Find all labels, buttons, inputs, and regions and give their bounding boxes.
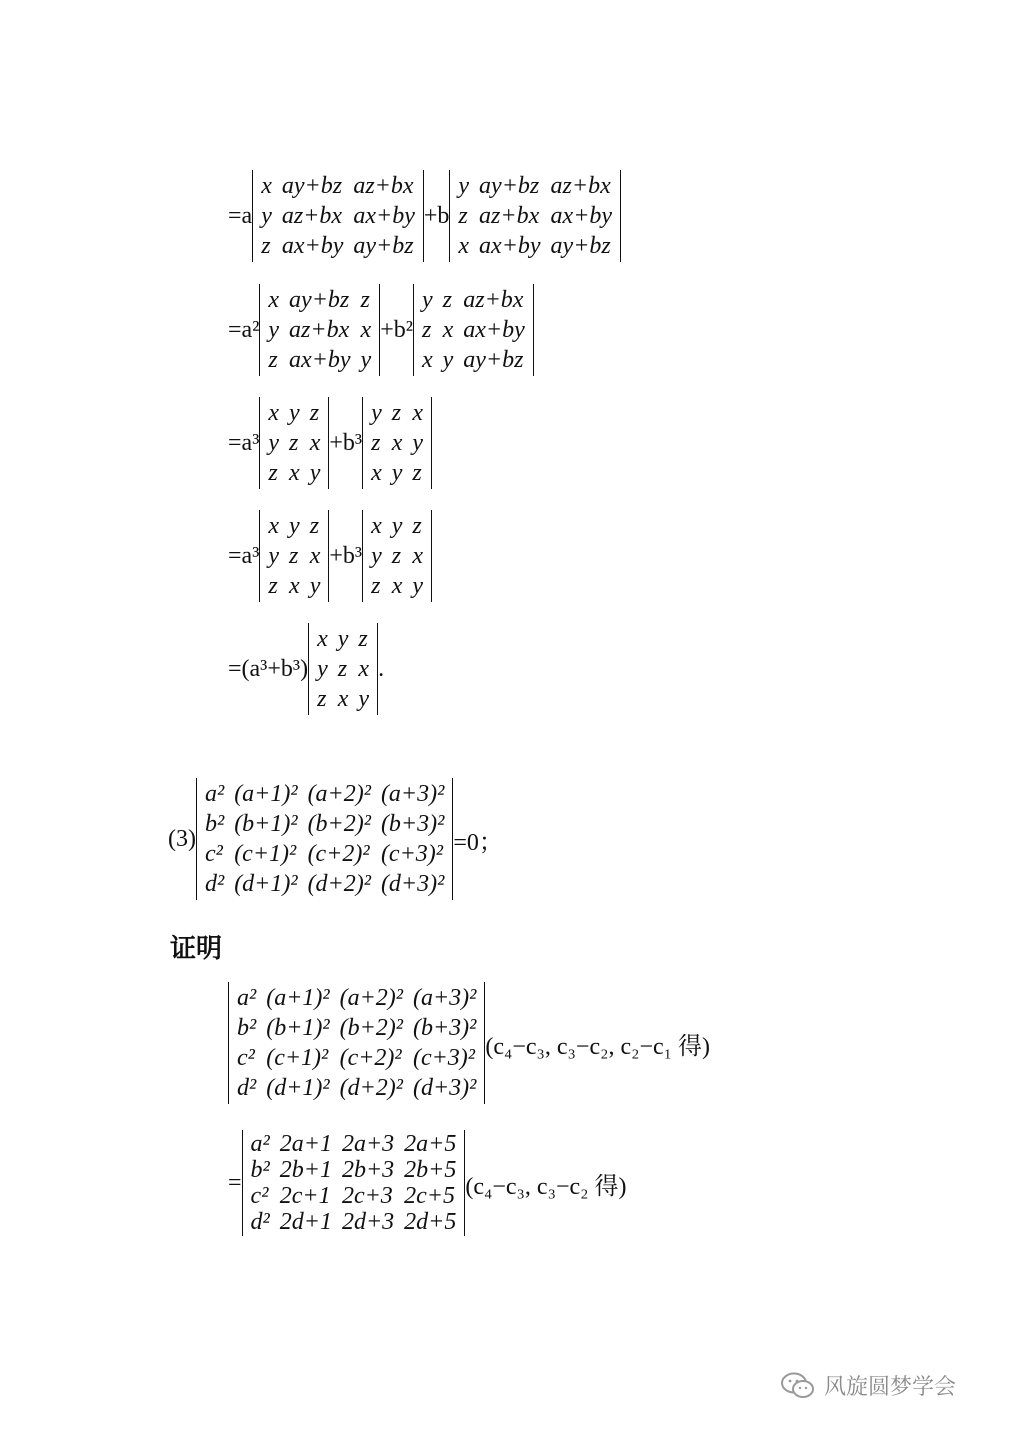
determinant [196, 778, 453, 900]
matrix-cell: x [421, 347, 433, 373]
matrix-row [366, 428, 428, 458]
matrix-cell: y [317, 656, 328, 682]
matrix-cell: z [268, 347, 278, 373]
matrix-cell: 2b+5 [404, 1157, 457, 1183]
matrix-cell: x [289, 573, 300, 599]
matrix-cell: (c+1)² [234, 841, 297, 867]
matrix-row [263, 398, 325, 428]
matrix-cell: d² [237, 1075, 257, 1101]
matrix-cell: (a+3)² [412, 985, 477, 1011]
step-operator: +b³ [329, 542, 363, 569]
matrix-cell: az+bx [463, 287, 524, 313]
matrix-row [453, 201, 617, 231]
matrix-cell: y [289, 513, 300, 539]
matrix-row [263, 571, 325, 601]
matrix-cell: (d+1)² [266, 1075, 330, 1101]
matrix-cell: 2c+3 [341, 1183, 393, 1209]
matrix-cell: c² [204, 841, 223, 867]
matrix-cell: (d+2)² [339, 1075, 403, 1101]
matrix-cell: y [458, 173, 470, 199]
matrix-cell: x [360, 317, 372, 343]
matrix-row [453, 171, 617, 201]
step-suffix: . [378, 655, 385, 682]
step-operator: +b³ [329, 429, 363, 456]
matrix-cell: az+bx [289, 317, 350, 343]
matrix-cell: z [421, 317, 432, 343]
determinant [413, 284, 534, 376]
proof-step-2 [228, 1130, 627, 1236]
matrix-row [200, 869, 449, 899]
matrix-cell: (a+3)² [380, 781, 445, 807]
problem-number: (3) [168, 825, 196, 852]
matrix-cell: z [412, 460, 422, 486]
matrix-row [417, 345, 530, 375]
matrix-cell: (b+3)² [412, 1015, 477, 1041]
matrix-cell: y [442, 347, 454, 373]
matrix-cell: z [268, 573, 278, 599]
matrix-row [263, 345, 376, 375]
matrix-cell: x [317, 626, 328, 652]
matrix-cell: x [371, 513, 382, 539]
matrix-row [200, 779, 449, 809]
matrix-cell: ay+bz [479, 173, 540, 199]
step-operator: +b [423, 202, 450, 229]
matrix-cell: x [391, 430, 403, 456]
matrix-row [453, 231, 617, 261]
step-prefix: =(a³+b³) [228, 655, 309, 682]
matrix-cell: 2d+1 [279, 1209, 332, 1235]
matrix-cell: y [360, 347, 372, 373]
matrix-cell: (a+2)² [307, 781, 371, 807]
matrix-cell: z [371, 430, 381, 456]
matrix-cell: (c+1)² [266, 1045, 329, 1071]
matrix-cell: (d+2)² [307, 871, 371, 897]
problem-rhs: =0； [453, 829, 503, 856]
matrix-cell: y [289, 400, 300, 426]
matrix-cell: y [268, 317, 280, 343]
matrix-row [246, 1183, 462, 1209]
matrix-cell: (b+1)² [234, 811, 298, 837]
matrix-cell: (d+3)² [380, 871, 445, 897]
matrix-row [232, 983, 481, 1013]
matrix-cell: x [358, 656, 370, 682]
matrix-cell: ax+by [289, 347, 351, 373]
matrix-cell: z [289, 543, 299, 569]
determinant [228, 982, 485, 1104]
matrix-cell: z [391, 543, 402, 569]
matrix-cell: x [309, 543, 321, 569]
matrix-cell: (a+2)² [339, 985, 403, 1011]
matrix-cell: 2a+1 [279, 1131, 332, 1157]
matrix-cell: (b+1)² [266, 1015, 330, 1041]
matrix-cell: (c+2)² [307, 841, 370, 867]
matrix-cell: z [337, 656, 348, 682]
matrix-row [232, 1073, 481, 1103]
matrix-cell: ay+bz [289, 287, 350, 313]
matrix-cell: ay+bz [281, 173, 343, 199]
determinant [259, 284, 380, 376]
matrix-cell: y [268, 430, 280, 456]
matrix-cell: x [412, 400, 424, 426]
step-operator: +b² [380, 316, 413, 343]
matrix-row [263, 541, 325, 571]
matrix-cell: d² [250, 1209, 270, 1235]
watermark [780, 1370, 956, 1401]
matrix-cell: z [391, 400, 402, 426]
matrix-row [232, 1013, 481, 1043]
matrix-cell: y [412, 430, 424, 456]
matrix-cell: az+bx [353, 173, 414, 199]
matrix-cell: az+bx [479, 203, 540, 229]
proof-step-1 [228, 982, 710, 1104]
matrix-cell: x [337, 686, 349, 712]
matrix-cell: (b+2)² [307, 811, 371, 837]
matrix-row [366, 458, 428, 488]
matrix-cell: x [268, 400, 280, 426]
matrix-row [263, 458, 325, 488]
determinant [362, 510, 432, 602]
matrix-cell: 2d+5 [404, 1209, 457, 1235]
matrix-cell: 2a+5 [404, 1131, 457, 1157]
matrix-cell: 2b+3 [341, 1157, 395, 1183]
matrix-cell: z [261, 233, 271, 259]
matrix-cell: c² [237, 1045, 255, 1071]
matrix-row [366, 511, 428, 541]
matrix-cell: y [371, 400, 382, 426]
matrix-cell: z [289, 430, 299, 456]
matrix-cell: z [268, 460, 278, 486]
matrix-cell: y [261, 203, 272, 229]
matrix-cell: z [371, 573, 381, 599]
matrix-cell: (a+1)² [234, 781, 298, 807]
matrix-cell: x [442, 317, 454, 343]
matrix-cell: b² [204, 811, 225, 837]
matrix-cell: ax+by [353, 203, 415, 229]
matrix-cell: ay+bz [463, 347, 524, 373]
matrix-cell: 2b+1 [279, 1157, 332, 1183]
matrix-row [312, 684, 374, 714]
matrix-cell: az+bx [281, 203, 343, 229]
matrix-cell: z [309, 400, 320, 426]
determinant [449, 170, 621, 262]
matrix-row [312, 624, 374, 654]
matrix-cell: y [268, 543, 280, 569]
matrix-cell: ax+by [463, 317, 525, 343]
matrix-cell: (b+3)² [380, 811, 445, 837]
matrix-row [366, 541, 428, 571]
matrix-row [256, 171, 420, 201]
matrix-row [417, 285, 530, 315]
matrix-cell: x [458, 233, 470, 259]
matrix-cell: x [371, 460, 382, 486]
matrix-cell: y [309, 460, 321, 486]
matrix-row [263, 428, 325, 458]
determinant [259, 510, 329, 602]
matrix-cell: x [391, 573, 403, 599]
matrix-row [263, 511, 325, 541]
matrix-cell: z [412, 513, 422, 539]
matrix-cell: az+bx [550, 173, 611, 199]
matrix-row [366, 571, 428, 601]
proof-label: 证明 [170, 934, 223, 964]
determinant [242, 1130, 466, 1236]
matrix-row [246, 1157, 462, 1183]
matrix-cell: y [391, 513, 403, 539]
matrix-cell: 2c+5 [404, 1183, 456, 1209]
step-prefix: =a [228, 202, 253, 229]
step-4 [228, 510, 432, 602]
determinant [259, 397, 329, 489]
matrix-cell: a² [237, 985, 257, 1011]
column-operation-note: (c₄−c₃, c₃−c₂, c₂−c₁ 得) [485, 1033, 711, 1060]
matrix-cell: (d+1)² [234, 871, 298, 897]
matrix-cell: ax+by [479, 233, 541, 259]
matrix-row [256, 231, 420, 261]
step-prefix: =a³ [228, 429, 260, 456]
matrix-cell: b² [237, 1015, 257, 1041]
matrix-row [417, 315, 530, 345]
determinant [362, 397, 432, 489]
matrix-cell: ay+bz [550, 233, 611, 259]
matrix-cell: (a+1)² [266, 985, 330, 1011]
matrix-cell: z [360, 287, 370, 313]
step-1 [228, 170, 621, 262]
matrix-cell: x [268, 287, 280, 313]
matrix-cell: 2c+1 [279, 1183, 331, 1209]
matrix-cell: x [289, 460, 300, 486]
matrix-cell: z [358, 626, 368, 652]
matrix-row [246, 1131, 462, 1157]
matrix-row [366, 398, 428, 428]
matrix-cell: x [412, 543, 424, 569]
column-operation-note: (c₄−c₃, c₃−c₂ 得) [465, 1173, 627, 1200]
matrix-cell: 2d+3 [341, 1209, 395, 1235]
step-prefix: =a³ [228, 542, 260, 569]
step-2 [228, 284, 534, 376]
matrix-cell: y [371, 543, 382, 569]
matrix-cell: y [337, 626, 349, 652]
matrix-row [263, 285, 376, 315]
problem-statement [168, 778, 503, 900]
matrix-row [263, 315, 376, 345]
matrix-row [200, 809, 449, 839]
matrix-cell: y [421, 287, 433, 313]
wechat-icon [780, 1371, 816, 1401]
step-5 [228, 623, 384, 715]
matrix-cell: y [309, 573, 321, 599]
matrix-cell: x [268, 513, 280, 539]
matrix-cell: x [261, 173, 272, 199]
determinant [308, 623, 378, 715]
matrix-cell: a² [250, 1131, 270, 1157]
matrix-cell: z [309, 513, 320, 539]
step-prefix: = [228, 1169, 242, 1196]
matrix-cell: (c+3)² [380, 841, 443, 867]
matrix-cell: y [412, 573, 424, 599]
matrix-cell: ax+by [550, 203, 613, 229]
matrix-cell: (c+3)² [412, 1045, 475, 1071]
matrix-cell: z [458, 203, 468, 229]
matrix-cell: (d+3)² [412, 1075, 477, 1101]
matrix-row [246, 1209, 462, 1235]
matrix-cell: x [309, 430, 321, 456]
matrix-cell: b² [250, 1157, 270, 1183]
matrix-row [256, 201, 420, 231]
matrix-cell: 2a+3 [341, 1131, 395, 1157]
matrix-cell: y [358, 686, 370, 712]
watermark-text: 风旋圆梦学会 [824, 1375, 957, 1400]
matrix-cell: a² [204, 781, 225, 807]
matrix-cell: ay+bz [353, 233, 414, 259]
matrix-cell: (c+2)² [339, 1045, 402, 1071]
matrix-cell: d² [204, 871, 225, 897]
step-prefix: =a² [228, 316, 260, 343]
matrix-cell: c² [250, 1183, 269, 1209]
step-3 [228, 397, 432, 489]
matrix-cell: z [442, 287, 452, 313]
determinant [252, 170, 424, 262]
matrix-cell: y [391, 460, 403, 486]
matrix-row [232, 1043, 481, 1073]
matrix-row [200, 839, 449, 869]
matrix-cell: z [317, 686, 327, 712]
matrix-cell: ax+by [281, 233, 344, 259]
matrix-cell: (b+2)² [339, 1015, 403, 1041]
matrix-row [312, 654, 374, 684]
